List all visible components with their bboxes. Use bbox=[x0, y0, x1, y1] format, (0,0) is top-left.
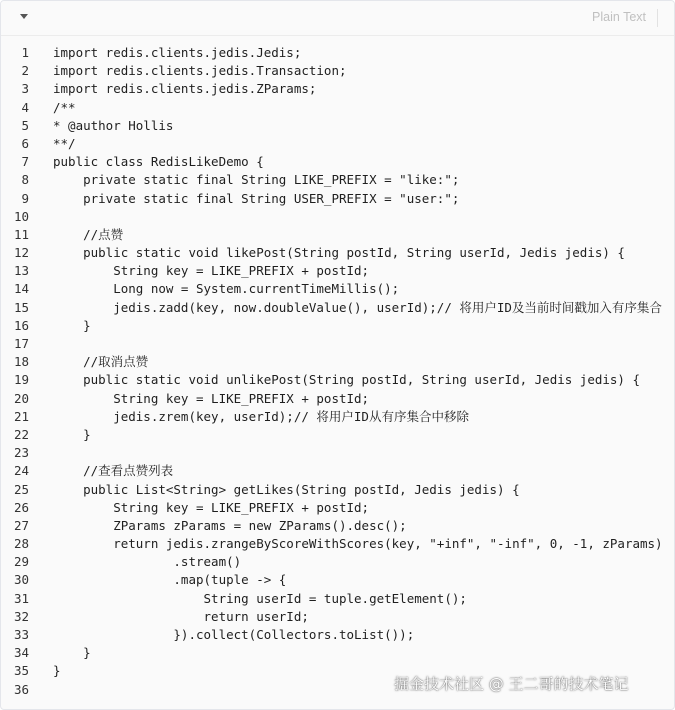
line-number: 8 bbox=[21, 172, 29, 188]
line-number: 33 bbox=[13, 627, 29, 642]
code-text: .map(tuple -> { bbox=[53, 572, 287, 588]
toolbar-divider bbox=[657, 9, 658, 27]
code-text: String key = LIKE_PREFIX + postId; bbox=[53, 390, 370, 406]
line-number: 32 bbox=[13, 608, 29, 624]
line-number: 26 bbox=[13, 499, 29, 515]
line-number: 27 bbox=[13, 517, 29, 533]
line-number: 4 bbox=[21, 99, 29, 115]
line-number: 35 bbox=[13, 663, 29, 679]
code-text: * @author Hollis bbox=[53, 117, 174, 133]
code-text: } bbox=[53, 663, 61, 679]
code-line bbox=[1, 117, 674, 135]
code-line bbox=[1, 335, 674, 353]
line-number: 1 bbox=[21, 45, 29, 60]
code-text: import redis.clients.jedis.Transaction; bbox=[53, 63, 347, 79]
line-number: 15 bbox=[13, 299, 29, 315]
code-line bbox=[1, 408, 674, 426]
line-number: 18 bbox=[13, 354, 29, 370]
code-line bbox=[1, 171, 674, 189]
code-text: public static void unlikePost(String postId, String userId, Jedis jedis) { bbox=[53, 372, 640, 388]
code-text: //查看点赞列表 bbox=[53, 463, 174, 479]
line-number: 10 bbox=[13, 208, 29, 224]
code-text: jedis.zrem(key, userId);// 将用户ID从有序集合中移除 bbox=[53, 408, 469, 424]
code-text: /** bbox=[53, 99, 76, 115]
code-line bbox=[1, 135, 674, 153]
code-line bbox=[1, 626, 674, 644]
line-number: 34 bbox=[13, 645, 29, 661]
code-text: import redis.clients.jedis.ZParams; bbox=[53, 81, 317, 97]
code-line bbox=[1, 262, 674, 280]
code-text: //取消点赞 bbox=[53, 354, 149, 370]
code-text: } bbox=[53, 645, 91, 661]
language-label[interactable]: Plain Text bbox=[592, 10, 646, 24]
line-number: 14 bbox=[13, 281, 29, 297]
line-number: 9 bbox=[21, 190, 29, 206]
watermark-text: 掘金技术社区 @ 王二哥的技术笔记 bbox=[394, 675, 629, 693]
code-text: jedis.zadd(key, now.doubleValue(), userId);// 将用户ID及当前时间戳加入有序集合 bbox=[53, 299, 662, 315]
code-line bbox=[1, 44, 674, 62]
line-number: 3 bbox=[21, 81, 29, 97]
code-line bbox=[1, 153, 674, 171]
code-text: return jedis.zrangeByScoreWithScores(key, "+inf", "-inf", 0, -1, zParams) bbox=[53, 536, 663, 552]
line-number: 25 bbox=[13, 481, 29, 497]
code-text: private static final String LIKE_PREFIX = "like:"; bbox=[53, 172, 460, 188]
code-line bbox=[1, 353, 674, 371]
line-number: 20 bbox=[13, 390, 29, 406]
code-block-toolbar bbox=[1, 1, 674, 36]
code-line bbox=[1, 62, 674, 80]
code-text: public class RedisLikeDemo { bbox=[53, 154, 264, 170]
line-number: 6 bbox=[21, 135, 29, 151]
line-number: 28 bbox=[13, 536, 29, 552]
code-line bbox=[1, 226, 674, 244]
code-text: } bbox=[53, 317, 91, 333]
line-number: 24 bbox=[13, 463, 29, 479]
line-number: 12 bbox=[13, 245, 29, 261]
line-number: 16 bbox=[13, 317, 29, 333]
code-text: return userId; bbox=[53, 608, 309, 624]
code-text: .stream() bbox=[53, 554, 242, 570]
line-number: 17 bbox=[13, 336, 29, 351]
caret-down-icon[interactable] bbox=[20, 14, 28, 19]
code-text: ZParams zParams = new ZParams().desc(); bbox=[53, 517, 407, 533]
code-line bbox=[1, 426, 674, 444]
code-line bbox=[1, 390, 674, 408]
code-text: import redis.clients.jedis.Jedis; bbox=[53, 45, 302, 60]
code-line bbox=[1, 208, 674, 226]
line-number: 11 bbox=[13, 226, 29, 242]
code-lines bbox=[1, 44, 674, 699]
line-number: 31 bbox=[13, 590, 29, 606]
code-text: **/ bbox=[53, 135, 76, 151]
code-text: public List<String> getLikes(String postId, Jedis jedis) { bbox=[53, 481, 520, 497]
line-number: 30 bbox=[13, 572, 29, 588]
code-text: String key = LIKE_PREFIX + postId; bbox=[53, 499, 370, 515]
code-text: private static final String USER_PREFIX = "user:"; bbox=[53, 190, 460, 206]
code-text: //点赞 bbox=[53, 226, 124, 242]
line-number: 19 bbox=[13, 372, 29, 388]
line-number: 7 bbox=[21, 154, 29, 170]
line-number: 22 bbox=[13, 426, 29, 442]
code-line bbox=[1, 444, 674, 462]
code-line bbox=[1, 80, 674, 98]
code-line bbox=[1, 99, 674, 117]
line-number: 36 bbox=[13, 681, 29, 697]
code-line bbox=[1, 553, 674, 571]
code-line bbox=[1, 535, 674, 553]
line-number: 5 bbox=[21, 117, 29, 133]
code-line bbox=[1, 190, 674, 208]
code-line bbox=[1, 462, 674, 480]
line-number: 23 bbox=[13, 445, 29, 461]
code-text: String userId = tuple.getElement(); bbox=[53, 590, 467, 606]
code-line bbox=[1, 644, 674, 662]
code-line bbox=[1, 499, 674, 517]
code-text: public static void likePost(String postId, String userId, Jedis jedis) { bbox=[53, 245, 625, 261]
line-number: 29 bbox=[13, 554, 29, 570]
code-text: Long now = System.currentTimeMillis(); bbox=[53, 281, 400, 297]
code-line bbox=[1, 371, 674, 389]
code-line bbox=[1, 590, 674, 608]
line-number: 2 bbox=[21, 63, 29, 79]
code-text: String key = LIKE_PREFIX + postId; bbox=[53, 263, 370, 279]
code-line bbox=[1, 280, 674, 298]
line-number: 13 bbox=[13, 263, 29, 279]
code-text: }).collect(Collectors.toList()); bbox=[53, 627, 415, 642]
code-line bbox=[1, 481, 674, 499]
code-line bbox=[1, 244, 674, 262]
line-number: 21 bbox=[13, 408, 29, 424]
code-line bbox=[1, 517, 674, 535]
code-text: } bbox=[53, 426, 91, 442]
code-line bbox=[1, 608, 674, 626]
code-line bbox=[1, 317, 674, 335]
code-line bbox=[1, 571, 674, 589]
code-line bbox=[1, 299, 674, 317]
